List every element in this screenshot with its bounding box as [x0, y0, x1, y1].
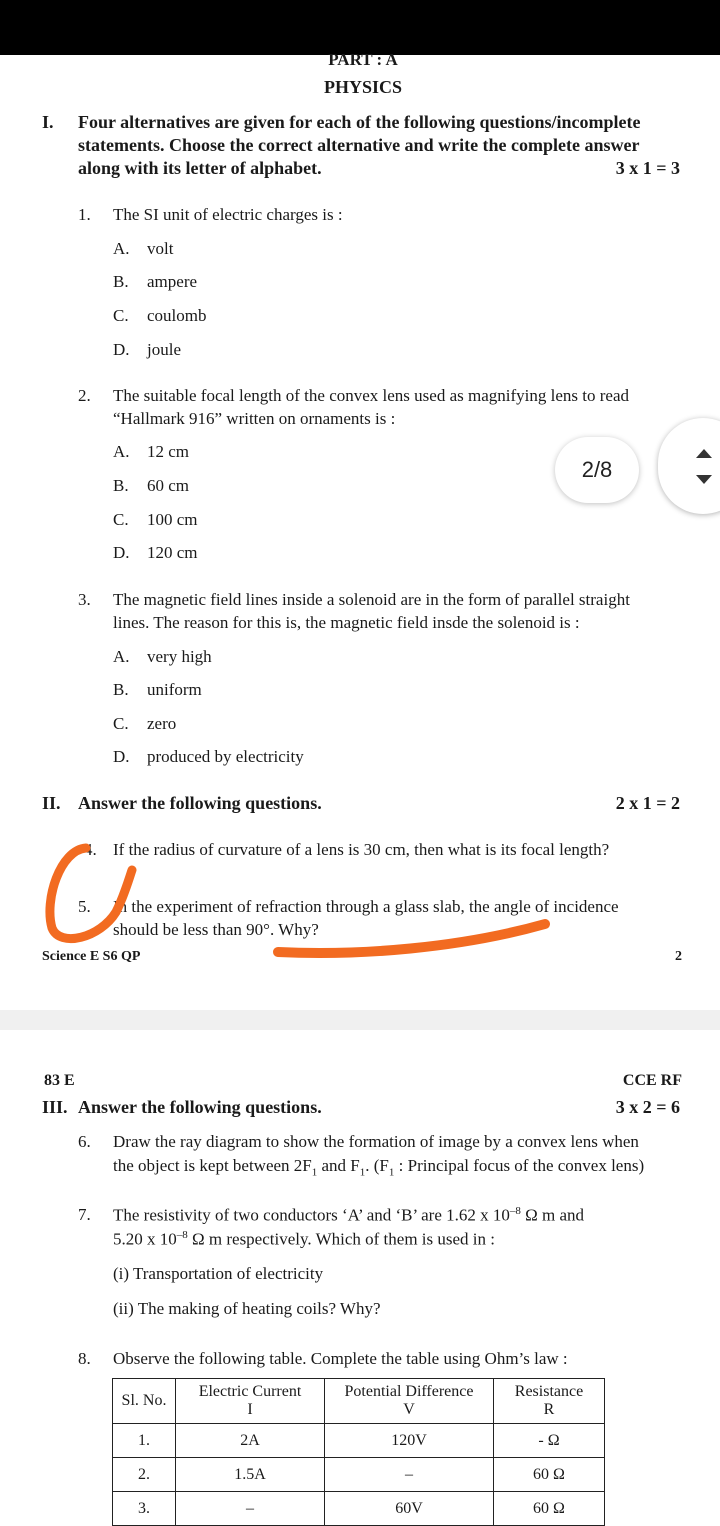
section-3-marks: 3 x 2 = 6 [615, 1097, 680, 1117]
q3-option-b: uniform [147, 680, 202, 699]
footer-code: Science E S6 QP [42, 949, 141, 964]
question-6-line2: the object is kept between $2F_1$ and $F_1$. ($F_1$ : Principal focus of the convex lens) [113, 1156, 645, 1179]
q1-option-a: volt [147, 239, 174, 258]
q2-option-a-letter: A. [113, 442, 130, 461]
header-current: Electric Current I [176, 1379, 325, 1424]
q3-option-d: produced by electricity [147, 747, 304, 766]
q3-option-c: zero [147, 714, 177, 733]
question-3-number: 3. [78, 590, 91, 609]
header-resistance: Resistance R [494, 1379, 605, 1424]
q1-option-b-letter: B. [113, 272, 129, 291]
orange-annotation [0, 830, 720, 1010]
part-heading: PART : A [328, 50, 398, 69]
up-down-arrows-icon [686, 418, 720, 514]
table-row [113, 1492, 605, 1526]
table-cell: - Ω [494, 1424, 605, 1458]
table-cell: – [325, 1458, 494, 1492]
orange-underline-stroke [278, 924, 545, 953]
question-2-line2: “Hallmark 916” written on ornaments is : [113, 409, 396, 428]
q3-option-a: very high [147, 647, 212, 666]
ohm-law-table [112, 1378, 605, 1526]
question-3-line2: lines. The reason for this is, the magnetic field insde the solenoid is : [113, 613, 580, 632]
q2-option-c-letter: C. [113, 510, 129, 529]
section-2-roman: II. [42, 793, 61, 813]
status-bar [0, 0, 720, 55]
q1-option-c: coulomb [147, 306, 207, 325]
table-cell: 1. [113, 1424, 176, 1458]
q1-option-a-letter: A. [113, 239, 130, 258]
page-code-right: CCE RF [622, 1072, 682, 1089]
table-row [113, 1458, 605, 1492]
section-3-heading: Answer the following questions. [78, 1097, 322, 1117]
table-cell: 60 Ω [494, 1492, 605, 1526]
page-indicator: 2/8 [555, 437, 639, 503]
table-cell: 60V [325, 1492, 494, 1526]
question-4-number: 4. [84, 840, 97, 859]
header-potential-difference: Potential Difference V [325, 1379, 494, 1424]
question-7-sub-ii: (ii) The making of heating coils? Why? [113, 1299, 381, 1318]
q2-option-c: 100 cm [147, 510, 198, 529]
section-1-instruction-line3: along with its letter of alphabet. [78, 158, 322, 178]
question-7-line2: 5.20 x $10^{-8}$ Ω m respectively. Which of them is used in : [113, 1229, 495, 1249]
q1-option-d-letter: D. [113, 340, 130, 359]
table-cell: 1.5A [176, 1458, 325, 1492]
table-cell: – [176, 1492, 325, 1526]
q2-option-d-letter: D. [113, 543, 130, 562]
q3-option-b-letter: B. [113, 680, 129, 699]
table-cell: 3. [113, 1492, 176, 1526]
table-header-row [113, 1379, 605, 1424]
section-2-heading: Answer the following questions. [78, 793, 322, 813]
section-1-instruction-line2: statements. Choose the correct alternative and write the complete answer [78, 135, 640, 155]
q2-option-d: 120 cm [147, 543, 198, 562]
question-8-number: 8. [78, 1349, 91, 1368]
table-cell: 60 Ω [494, 1458, 605, 1492]
question-5-line1: In the experiment of refraction through a glass slab, the angle of incidence [113, 897, 619, 916]
orange-circle-stroke [50, 848, 132, 939]
question-7-line1: The resistivity of two conductors ‘A’ and ‘B’ are 1.62 x $10^{-8}$ Ω m and [113, 1205, 585, 1225]
question-2-line1: The suitable focal length of the convex lens used as magnifying lens to read [113, 386, 629, 405]
q1-option-d: joule [147, 340, 181, 359]
q3-option-a-letter: A. [113, 647, 130, 666]
q2-option-b: 60 cm [147, 476, 190, 495]
section-3-roman: III. [42, 1097, 68, 1117]
question-6-number: 6. [78, 1132, 91, 1151]
table-cell: 2. [113, 1458, 176, 1492]
q2-option-a: 12 cm [147, 442, 190, 461]
section-1-roman: I. [42, 112, 54, 132]
question-5-line2: should be less than 90°. Why? [113, 920, 319, 939]
q2-option-b-letter: B. [113, 476, 129, 495]
question-3-line1: The magnetic field lines inside a solenoid are in the form of parallel straight [113, 590, 630, 609]
section-1-instruction-line1: Four alternatives are given for each of the following questions/incomplete [78, 112, 641, 132]
question-7-number: 7. [78, 1205, 91, 1224]
table-row [113, 1424, 605, 1458]
page-code-left: 83 E [44, 1072, 75, 1089]
table-cell: 2A [176, 1424, 325, 1458]
q1-option-c-letter: C. [113, 306, 129, 325]
table-cell: 120V [325, 1424, 494, 1458]
q1-option-b: ampere [147, 272, 198, 291]
question-6-line1: Draw the ray diagram to show the formation of image by a convex lens when [113, 1132, 639, 1151]
section-2-marks: 2 x 1 = 2 [615, 793, 680, 813]
question-7-sub-i: (i) Transportation of electricity [113, 1264, 324, 1283]
section-1-marks: 3 x 1 = 3 [615, 158, 680, 178]
q3-option-c-letter: C. [113, 714, 129, 733]
header-sl-no: Sl. No. [113, 1379, 176, 1424]
q3-option-d-letter: D. [113, 747, 130, 766]
question-1-text: The SI unit of electric charges is : [113, 205, 343, 224]
subject-title: PHYSICS [323, 77, 403, 97]
question-2-number: 2. [78, 386, 91, 405]
question-8-text: Observe the following table. Complete the table using Ohm’s law : [113, 1349, 568, 1368]
question-4-text: If the radius of curvature of a lens is 30 cm, then what is its focal length? [113, 840, 610, 859]
footer-page-number: 2 [675, 949, 682, 964]
question-5-number: 5. [78, 897, 91, 916]
question-1-number: 1. [78, 205, 91, 224]
page-separator [0, 1010, 720, 1030]
